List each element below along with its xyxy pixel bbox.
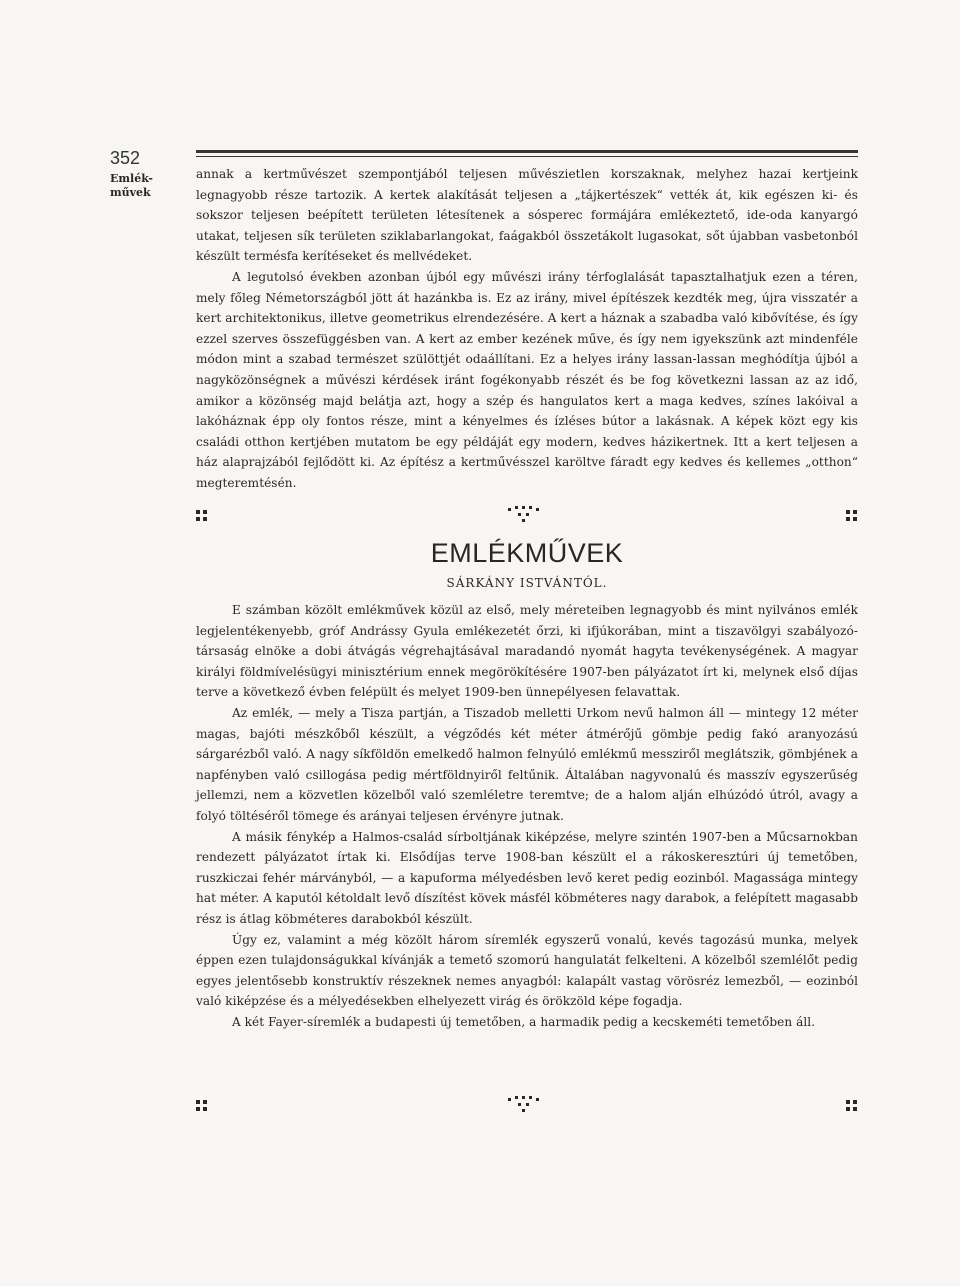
body-paragraph: A másik fénykép a Halmos-család sírboltjának kiképzése, melyre szintén 1907-ben a Műcsarnokban rendezett pályázatot írtak ki. Elsődíjas terve 1908-ban készült el a rákoskeresztúri új temetőben, ruszkiczai fehér márványból, — a kapuforma mélyedésben levő keret pedig eozinból. Magassága mintegy hat méter. A kaputól kétoldalt levő díszítést kövek másfél köbméteres nagy darabok, a felépített magasabb rész is átlag köbméteres darabokból készült. xyxy=(196,829,858,926)
margin-note xyxy=(110,172,180,200)
body-paragraph: E számban közölt emlékművek közül az első, mely méreteiben legnagyobb és mint nyilvános emlék legjelentékenyebb, gróf Andrássy Gyula emlékezetét őrzi, ki ifjúkorában, mint a tiszavölgyi szabályozó-társaság elnöke a dobi átvágás végrehajtásával maradandó nyomát hagyta tevékenységének. A magyar királyi földmívelésügyi minisztérium ennek megörökítésére 1907-ben pályázatot írt ki, melynek első díjas terve a következő évben felépült és melyet 1909-ben ünnepélyesen felavattak. xyxy=(196,603,858,700)
ornament-dots-right xyxy=(846,1100,858,1112)
header-rule xyxy=(196,150,858,154)
ornament-dots-right xyxy=(846,510,858,522)
article-body xyxy=(196,600,858,1032)
margin-note-text: Emlék- művek xyxy=(110,172,153,199)
ornament-center xyxy=(508,1096,546,1118)
intro-text xyxy=(196,164,858,494)
end-divider-ornament xyxy=(196,1096,858,1120)
section-divider-ornament xyxy=(196,506,858,530)
ornament-dots-left xyxy=(196,510,208,522)
body-paragraph: Az emlék, — mely a Tisza partján, a Tiszadob melletti Urkom nevű halmon áll — mintegy 12 méter magas, bajóti mészkőből készült, a végződés két méter átmérőjű gömbje pedig fakó aranyozású sárgarézből való. A nagy síkföldön emelkedő halmon felnyúló emlékmű messziről meglátszik, gömbjének a napfényben való csillogása pedig mértföldnyiről feltűnik. Általában nagyvonalú és masszív egyszerűség jellemzi, nem a közvetlen közelből való szemléletre teremtve; de a halom alján elhúzódó útról, avagy a folyó töltéséről tömege és arányai teljesen érvényre jutnak. xyxy=(196,705,858,823)
ornament-center xyxy=(508,506,546,528)
body-paragraph: A két Fayer-síremlék a budapesti új temetőben, a harmadik pedig a kecskeméti temetőben áll. xyxy=(232,1014,816,1029)
page-number: 352 xyxy=(110,148,141,168)
body-paragraph: Úgy ez, valamint a még közölt három síremlék egyszerű vonalú, kevés tagozású munka, melyek éppen ezen tulajdonságukkal kívánják a temető szomorú hangulatát felkelteni. A közelből szemlélőt pedig egyes jelentősebb konstruktív részeknek nemes anyagból: kalapált vastag vörösréz lemezből, — eozinból való kiképzése és a mélyedésekben elhelyezett virág és örökzöld képe fogadja. xyxy=(196,932,858,1009)
intro-paragraph: annak a kertművészet szempontjából teljesen művészietlen korszaknak, melyhez hazai kertjeink legnagyobb része tartozik. A kertek alakítását teljesen a „tájkertészek“ vették át, kik egészen ki- és sokszor teljesen beépített területen létesítenek a sósperec formájára emlékeztető, ide-oda kanyargó utakat, teljesen sík területen sziklabarlangokat, faágakból összetákolt lugasokat, sőt újabban vasbetonból készült termésfa kerítéseket és mellvédeket. xyxy=(196,167,858,264)
ornament-dots-left xyxy=(196,1100,208,1112)
article-title: EMLÉKMŰVEK xyxy=(430,538,624,568)
intro-paragraph: A legutolsó években azonban újból egy művészi irány térfoglalását tapasztalhatjuk ezen a téren, mely főleg Németországból jött át hazánkba is. Ez az irány, mivel építészek kezdték meg, újra visszatér a kert architektonikus, illetve geometrikus elrendezésére. A kert a háznak a szabadba való kibővítése, és így ezzel szerves összefüggésben van. A kert az ember kezének műve, és így nem igyekszünk azt mindenféle módon mint a szabad természet szülöttjét odaállítani. Ez a helyes irány lassan-lassan meghódítja újból a nagyközönségnek a művészi kérdések iránt fogékonyabb részét és be fog következni lassan az az idő, amikor a közönség majd belátja azt, hogy a szép és hangulatos kert a maga kedves, színes lakóival a lakóháznak épp oly fontos része, mint a kényelmes és ízléses bútor a lakásnak. A képek közt egy kis családi otthon kertjében mutatom be egy példáját egy modern, kedves házikertnek. Itt a kert teljesen a ház alaprajzából fejlődött ki. Az építész a kertművésszel karöltve fáradt egy kedves és kellemes „otthon“ megteremtésén. xyxy=(196,269,858,490)
article-author: SÁRKÁNY ISTVÁNTÓL. xyxy=(446,576,608,590)
